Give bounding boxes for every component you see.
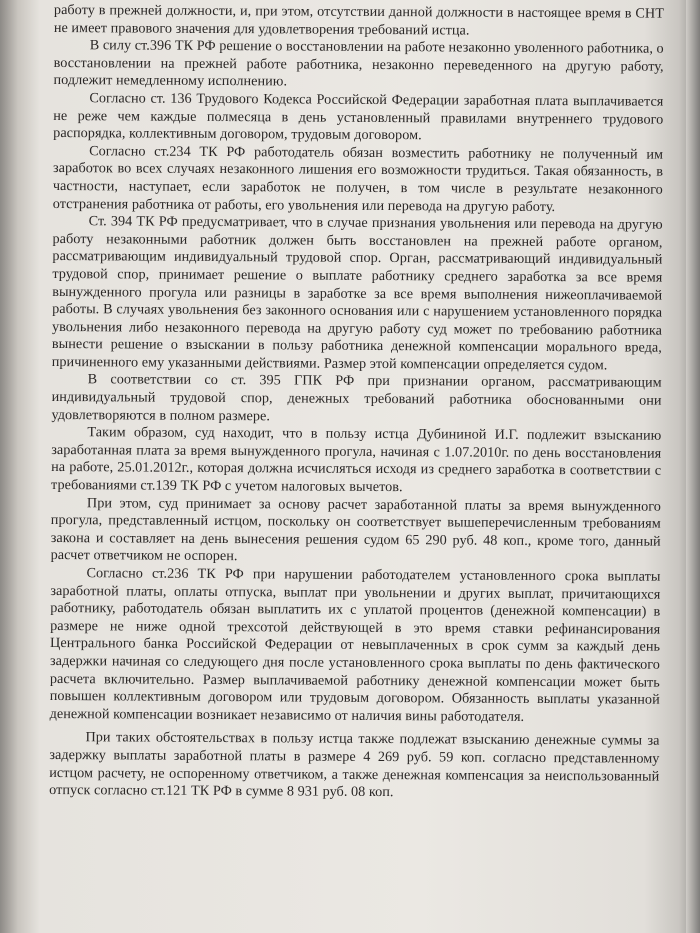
document-body — [49, 2, 664, 803]
page-edge-shadow — [686, 0, 700, 933]
paragraph-7: Таким образом, суд находит, что в пользу истца Дубининой И.Г. подлежит взысканию заработанная плата за время вынужденного прогула, начиная с 1.07.2010г. по день восстановления на работе, 25.01.2012г., которая должна исчисляться исходя из среднего заработка в соответствии с требованиями ст.139 ТК РФ с учетом налоговых вычетов. — [51, 424, 662, 496]
paragraph-6: В соответствии со ст. 395 ГПК РФ при признании органом, рассматривающим индивидуальный трудовой спор, денежных требований работника обоснованными они удовлетворяются в полном размере. — [51, 371, 662, 424]
paragraph-4: Согласно ст.234 ТК РФ работодатель обязан возместить работнику не полученный им заработок во всех случаях незаконного лишения его возможности трудиться. Такая обязанность, в частности, наступает, если заработок не получен, в том числе в результате незаконного отстранения работника от работы, его увольнения или перевода на другую работу. — [52, 142, 664, 215]
paragraph-3: Согласно ст. 136 Трудового Кодекса Российской Федерации заработная плата выплачивается не реже чем каждые полмесяца в день установленный правилами внутреннего трудового распорядка, коллективным договором, трудовым договором. — [53, 90, 664, 144]
paragraph-9: Согласно ст.236 ТК РФ при нарушении работодателем установленного срока выплаты заработной платы, оплаты отпуска, выплат при увольнении и других выплат, причитающихся работнику, работодатель обязан выплатить их с уплатой процентов (денежной компенсации) в размере не ниже одной трехсотой действующей в это время ставки рефинансирования Центрального банка Российской Федерации от невыплаченных в срок сумм за каждый день задержки начиная со следующего дня после установленного срока выплаты по день фактического расчета включительно. Размер выплачиваемой работнику денежной компенсации может быть повышен коллективным договором или трудовым договором. Обязанность выплаты указанной денежной компенсации возникает независимо от наличия вины работодателя. — [49, 565, 661, 725]
paragraph-10: При таких обстоятельствах в пользу истца также подлежат взысканию денежные суммы за задержку выплаты заработной платы в размере 4 269 руб. 59 коп. согласно представленному истцом расчету, не оспоренному ответчиком, а также денежная компенсация за неиспользованный отпуск согласно ст.121 ТК РФ в сумме 8 931 руб. 08 коп. — [49, 729, 660, 801]
paragraph-8: При этом, суд принимает за основу расчет заработанной платы за время вынужденного прогула, представленный истцом, поскольку он соответствует вышеперечисленным требованиям закона и составляет на день вынесения решения судом 65 290 руб. 48 коп., кроме того, данный расчет ответчиком не оспорен. — [50, 494, 661, 565]
paragraph-2: В силу ст.396 ТК РФ решение о восстановлении на работе незаконно уволенного работника, о восстановлении на прежней работе работника, незаконно переведенного на другую работу, подлежит немедленному исполнению. — [53, 37, 664, 90]
paragraph-5: Ст. 394 ТК РФ предусматривает, что в случае признания увольнения или перевода на другую работу незаконными работник должен быть восстановлен на прежней работе органом, рассматривающим индивидуальный трудовой спор. Орган, рассматривающий индивидуальный трудовой спор, принимает решение о выплате работнику среднего заработка за все время вынужденного прогула или разницы в заработке за все время выполнения нижеоплачиваемой работы. В случаях увольнения без законного основания или с нарушением установленного порядка увольнения либо незаконного перевода на другую работу суд может по требованию работника вынести решение о взыскании в пользу работника денежной компенсации морального вреда, причиненного ему указанными действиями. Размер этой компенсации определяется судом. — [51, 213, 663, 374]
paragraph-1: работу в прежней должности, и, при этом, отсутствии данной должности в настоящее время в СНТ не имеет правового значения для удовлетворения требований истца. — [53, 2, 664, 39]
